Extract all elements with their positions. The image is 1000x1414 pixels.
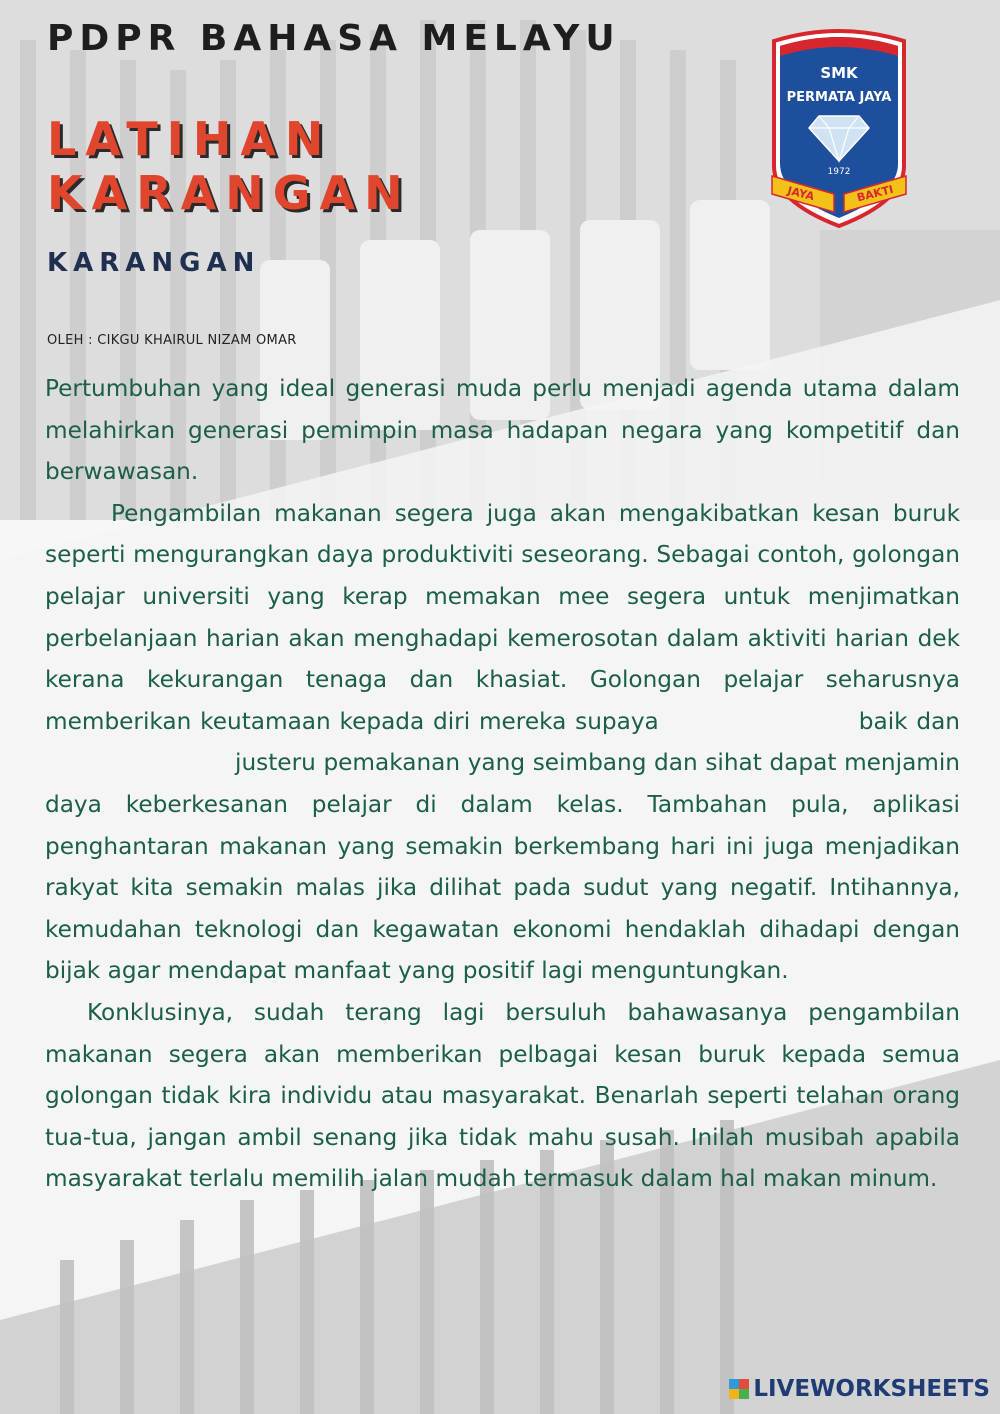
author-credit: OLEH : CIKGU KHAIRUL NIZAM OMAR xyxy=(47,333,297,348)
essay-paragraph-2-part2: baik dan xyxy=(858,707,960,735)
essay-paragraph-2-part3: justeru pemakanan yang seimbang dan sihat dapat menjamin daya keberkesanan pelajar di dalam kelas. Tambahan pula, aplikasi penghantaran makanan yang semakin berkembang hari ini juga menjadikan rakyat kita semakin malas jika dilihat pada sudut yang negatif. Intihannya, kemudahan teknologi dan kegawatan ekonomi hendaklah dihadapi dengan bijak agar mendapat manfaat yang positif lagi menguntungkan. xyxy=(45,749,960,985)
header-title: PDPR BAHASA MELAYU xyxy=(47,18,621,59)
main-title-line1: LATIHAN xyxy=(47,112,333,166)
crest-motto-left: JAYA xyxy=(786,184,816,204)
liveworksheets-brand-text: LIVEWORKSHEETS xyxy=(753,1376,990,1402)
essay-paragraph-3: Konklusinya, sudah terang lagi bersuluh bahawasanya pengambilan makanan segera akan memberikan pelbagai kesan buruk kepada semua golongan tidak kira individu atau masyarakat. Benarlah seperti telahan orang tua-tua, jangan ambil senang jika tidak mahu susah. Inilah musibah apabila masyarakat terlalu memilih jalan mudah termasuk dalam hal makan minum. xyxy=(45,998,960,1193)
main-title-line2: KARANGAN xyxy=(47,166,412,220)
essay-paragraph-2 xyxy=(45,493,960,992)
crest-motto-right: BAKTI xyxy=(855,182,895,205)
main-title xyxy=(47,112,412,220)
crest-line2: PERMATA JAYA xyxy=(786,90,892,105)
subtitle: KARANGAN xyxy=(47,248,261,278)
liveworksheets-branding xyxy=(729,1376,990,1402)
school-crest-logo xyxy=(764,16,914,236)
liveworksheets-badge-icon xyxy=(729,1379,749,1399)
essay-body xyxy=(45,368,960,1200)
crest-line1: SMK xyxy=(820,64,858,82)
essay-paragraph-1: Pertumbuhan yang ideal generasi muda perlu menjadi agenda utama dalam melahirkan generasi pemimpin masa hadapan negara yang kompetitif dan berwawasan. xyxy=(45,375,960,486)
crest-year: 1972 xyxy=(827,167,851,177)
essay-paragraph-2-part1: Pengambilan makanan segera juga akan mengakibatkan kesan buruk seperti mengurangkan daya produktiviti seseorang. Sebagai contoh, golongan pelajar universiti yang kerap memakan mee segera untuk menjimatkan perbelanjaan harian akan menghadapi kemerosotan dalam aktiviti harian dek kerana kekurangan tenaga dan khasiat. Golongan pelajar seharusnya memberikan keutamaan kepada diri mereka supaya xyxy=(45,499,960,735)
